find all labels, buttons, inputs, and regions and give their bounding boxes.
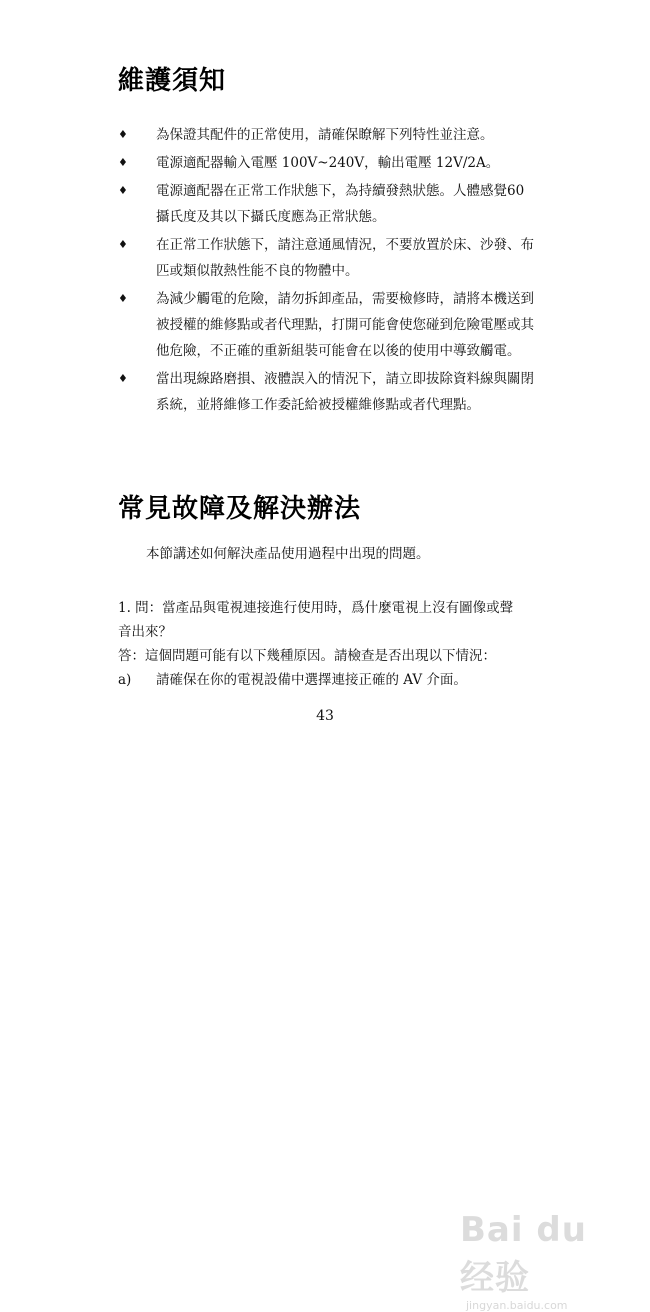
list-item: ♦ 電源適配器輸入電壓 100V~240V，輸出電壓 12V/2A。 (118, 150, 538, 176)
list-item: ♦ 為保證其配件的正常使用，請確保瞭解下列特性並注意。 (118, 122, 538, 148)
watermark-url: jingyan.baidu.com (466, 1299, 568, 1312)
answer-item-text: 請確保在你的電視設備中選擇連接正確的 AV 介面。 (156, 672, 467, 688)
watermark (460, 1210, 630, 1312)
section-title-maintenance: 維護須知 (118, 66, 227, 96)
list-item: ♦ 在正常工作狀態下，請注意通風情況，不要放置於床、沙發、布匹或類似散熱性能不良的物體中。 (118, 232, 538, 284)
page-number: 43 (316, 708, 334, 724)
diamond-bullet-icon: ♦ (118, 184, 128, 197)
diamond-bullet-icon: ♦ (118, 292, 128, 305)
answer-item-label: a) (118, 672, 132, 688)
diamond-bullet-icon: ♦ (118, 156, 128, 169)
diamond-bullet-icon: ♦ (118, 238, 128, 251)
diamond-bullet-icon: ♦ (118, 128, 128, 141)
list-item: ♦ 當出現線路磨損、液體誤入的情況下，請立即拔除資料線與關閉系統，並將維修工作委託給被授權維修點或者代理點。 (118, 366, 538, 418)
answer-1: 答：這個問題可能有以下幾種原因。請檢查是否出現以下情況： (118, 648, 496, 664)
baidu-jingyan-logo: Bai du 经验 (460, 1210, 587, 1298)
diamond-bullet-icon: ♦ (118, 372, 128, 385)
maintenance-bullet-list (118, 122, 538, 420)
section-title-troubleshooting: 常見故障及解決辦法 (118, 494, 362, 524)
question-1: 1. 問：當產品與電視連接進行使用時，爲什麼電視上沒有圖像或聲音出來？ (118, 600, 514, 640)
list-item: ♦ 電源適配器在正常工作狀態下，為持續發熱狀態。人體感覺60 攝氏度及其以下攝氏度應為正常狀態。 (118, 178, 538, 230)
section-intro: 本節講述如何解決產品使用過程中出現的問題。 (146, 546, 430, 562)
list-item: ♦ 為減少觸電的危險，請勿拆卸產品，需要檢修時，請將本機送到被授權的維修點或者代理點，打開可能會使您碰到危險電壓或其他危險，不正確的重新組裝可能會在以後的使用中導致觸電。 (118, 286, 538, 364)
